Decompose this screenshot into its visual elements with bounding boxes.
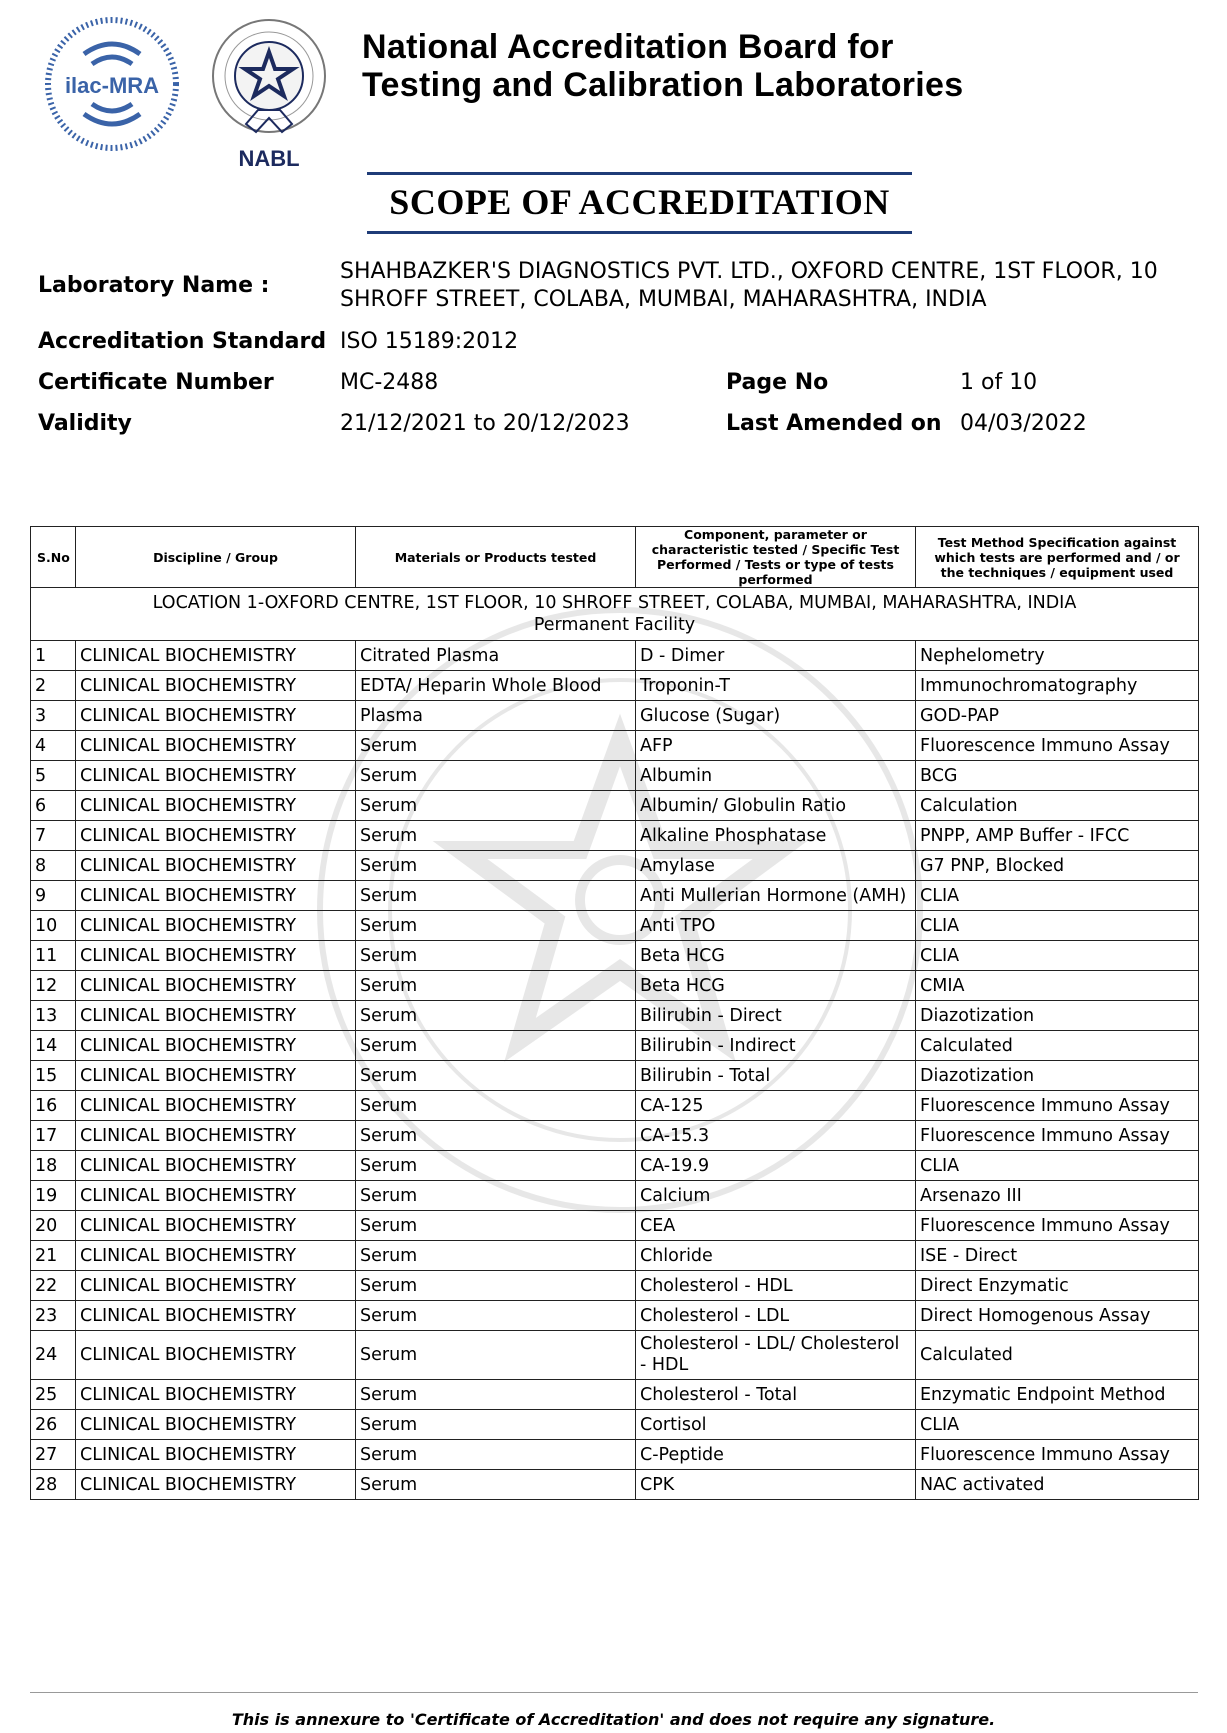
cell-sno: 3 [31, 701, 76, 731]
table-row [31, 1440, 1199, 1470]
col-header-sno: S.No [31, 527, 76, 588]
document-title: SCOPE OF ACCREDITATION [367, 172, 912, 234]
cell-sno: 21 [31, 1241, 76, 1271]
cell-material: Serum [356, 1181, 636, 1211]
cell-component: Beta HCG [636, 971, 916, 1001]
cell-method: CLIA [916, 941, 1199, 971]
cell-component: Bilirubin - Total [636, 1061, 916, 1091]
cell-material: Serum [356, 1031, 636, 1061]
cell-method: CMIA [916, 971, 1199, 1001]
cell-component: Anti Mullerian Hormone (AMH) [636, 881, 916, 911]
cell-sno: 20 [31, 1211, 76, 1241]
cell-component: Troponin-T [636, 671, 916, 701]
cell-sno: 13 [31, 1001, 76, 1031]
table-row [31, 731, 1199, 761]
cell-discipline: CLINICAL BIOCHEMISTRY [76, 971, 356, 1001]
cell-material: Serum [356, 1151, 636, 1181]
cell-method: Calculated [916, 1331, 1199, 1380]
table-row [31, 1061, 1199, 1091]
table-row [31, 911, 1199, 941]
cell-component: Cholesterol - Total [636, 1380, 916, 1410]
cell-method: Diazotization [916, 1001, 1199, 1031]
table-row [31, 1211, 1199, 1241]
cell-material: Serum [356, 821, 636, 851]
cell-sno: 7 [31, 821, 76, 851]
cell-discipline: CLINICAL BIOCHEMISTRY [76, 1151, 356, 1181]
cell-material: Serum [356, 881, 636, 911]
cell-sno: 10 [31, 911, 76, 941]
cell-method: Direct Homogenous Assay [916, 1301, 1199, 1331]
table-row [31, 1301, 1199, 1331]
cell-discipline: CLINICAL BIOCHEMISTRY [76, 791, 356, 821]
footer-divider [30, 1692, 1198, 1693]
cell-method: Calculated [916, 1031, 1199, 1061]
cell-component: CEA [636, 1211, 916, 1241]
cell-material: Serum [356, 851, 636, 881]
cell-material: Serum [356, 1001, 636, 1031]
cell-discipline: CLINICAL BIOCHEMISTRY [76, 641, 356, 671]
table-row [31, 1151, 1199, 1181]
cell-sno: 1 [31, 641, 76, 671]
cell-component: AFP [636, 731, 916, 761]
table-row [31, 1001, 1199, 1031]
cell-sno: 11 [31, 941, 76, 971]
cell-method: BCG [916, 761, 1199, 791]
location-row [31, 588, 1199, 641]
cell-material: Serum [356, 791, 636, 821]
table-row [31, 971, 1199, 1001]
table-row [31, 641, 1199, 671]
lab-name-line1: SHAHBAZKER'S DIAGNOSTICS PVT. LTD., OXFORD CENTRE, 1ST FLOOR, 10 [340, 259, 1158, 284]
cell-method: Fluorescence Immuno Assay [916, 731, 1199, 761]
cell-method: Immunochromatography [916, 671, 1199, 701]
cell-discipline: CLINICAL BIOCHEMISTRY [76, 821, 356, 851]
table-row [31, 941, 1199, 971]
cell-material: Serum [356, 911, 636, 941]
cell-component: CPK [636, 1470, 916, 1500]
cell-material: Serum [356, 1440, 636, 1470]
standard-value: ISO 15189:2012 [340, 329, 519, 354]
cell-method: NAC activated [916, 1470, 1199, 1500]
cell-method: Direct Enzymatic [916, 1271, 1199, 1301]
cell-sno: 17 [31, 1121, 76, 1151]
cell-material: Serum [356, 1121, 636, 1151]
cell-component: Bilirubin - Indirect [636, 1031, 916, 1061]
cell-discipline: CLINICAL BIOCHEMISTRY [76, 881, 356, 911]
amended-label: Last Amended on [726, 411, 942, 436]
org-name-line1: National Accreditation Board for [362, 28, 894, 66]
location-line1: LOCATION 1-OXFORD CENTRE, 1ST FLOOR, 10 SHROFF STREET, COLABA, MUMBAI, MAHARASHTRA, INDIA [152, 593, 1077, 613]
table-header-row [31, 527, 1199, 588]
cell-discipline: CLINICAL BIOCHEMISTRY [76, 671, 356, 701]
table-row [31, 1031, 1199, 1061]
lab-name-label: Laboratory Name : [38, 273, 270, 298]
amended-value: 04/03/2022 [960, 411, 1087, 436]
validity-label: Validity [38, 411, 132, 436]
cell-discipline: CLINICAL BIOCHEMISTRY [76, 761, 356, 791]
standard-label: Accreditation Standard [38, 329, 327, 354]
table-row [31, 701, 1199, 731]
cell-sno: 9 [31, 881, 76, 911]
cell-material: Serum [356, 1271, 636, 1301]
cell-discipline: CLINICAL BIOCHEMISTRY [76, 1001, 356, 1031]
cell-component: CA-125 [636, 1091, 916, 1121]
cell-discipline: CLINICAL BIOCHEMISTRY [76, 1211, 356, 1241]
cell-sno: 18 [31, 1151, 76, 1181]
nabl-logo [206, 14, 332, 174]
cell-component: C-Peptide [636, 1440, 916, 1470]
cell-method: Enzymatic Endpoint Method [916, 1380, 1199, 1410]
ilac-mra-logo [44, 14, 180, 154]
organization-name [362, 28, 963, 104]
table-row [31, 851, 1199, 881]
cell-sno: 27 [31, 1440, 76, 1470]
location-line2: Permanent Facility [533, 615, 696, 635]
cell-sno: 16 [31, 1091, 76, 1121]
cell-sno: 6 [31, 791, 76, 821]
cell-discipline: CLINICAL BIOCHEMISTRY [76, 1181, 356, 1211]
cell-sno: 22 [31, 1271, 76, 1301]
cell-method: Fluorescence Immuno Assay [916, 1091, 1199, 1121]
cell-sno: 25 [31, 1380, 76, 1410]
cell-material: Serum [356, 1241, 636, 1271]
cell-material: Serum [356, 1331, 636, 1380]
cell-material: Serum [356, 1061, 636, 1091]
footer-note: This is annexure to 'Certificate of Accreditation' and does not require any signature. [231, 1710, 996, 1729]
cell-discipline: CLINICAL BIOCHEMISTRY [76, 941, 356, 971]
cell-component: Cholesterol - LDL/ Cholesterol - HDL [636, 1331, 916, 1380]
cell-material: Serum [356, 1410, 636, 1440]
table-row [31, 1181, 1199, 1211]
cell-sno: 5 [31, 761, 76, 791]
cell-component: Anti TPO [636, 911, 916, 941]
cell-component: Chloride [636, 1241, 916, 1271]
table-row [31, 671, 1199, 701]
cell-component: Cortisol [636, 1410, 916, 1440]
cell-component: Bilirubin - Direct [636, 1001, 916, 1031]
cell-sno: 28 [31, 1470, 76, 1500]
lab-name-line2: SHROFF STREET, COLABA, MUMBAI, MAHARASHTRA, INDIA [340, 287, 987, 312]
table-row [31, 761, 1199, 791]
cell-sno: 8 [31, 851, 76, 881]
cell-component: Cholesterol - LDL [636, 1301, 916, 1331]
page-value: 1 of 10 [960, 370, 1038, 395]
table-row [31, 881, 1199, 911]
cell-discipline: CLINICAL BIOCHEMISTRY [76, 731, 356, 761]
table-row [31, 1271, 1199, 1301]
table-row [31, 1091, 1199, 1121]
cell-material: Serum [356, 1091, 636, 1121]
cell-material: Serum [356, 1380, 636, 1410]
table-row [31, 821, 1199, 851]
cell-method: Calculation [916, 791, 1199, 821]
col-header-discipline: Discipline / Group [76, 527, 356, 588]
cell-method: Diazotization [916, 1061, 1199, 1091]
cell-method: G7 PNP, Blocked [916, 851, 1199, 881]
certificate-label: Certificate Number [38, 370, 274, 395]
cell-method: Arsenazo III [916, 1181, 1199, 1211]
cell-sno: 15 [31, 1061, 76, 1091]
cell-component: Albumin [636, 761, 916, 791]
cell-component: Alkaline Phosphatase [636, 821, 916, 851]
cell-material: EDTA/ Heparin Whole Blood [356, 671, 636, 701]
cell-component: Amylase [636, 851, 916, 881]
cell-material: Serum [356, 1301, 636, 1331]
cell-discipline: CLINICAL BIOCHEMISTRY [76, 851, 356, 881]
certificate-value: MC-2488 [340, 370, 439, 395]
nabl-logo-text: NABL [238, 146, 300, 171]
cell-method: CLIA [916, 911, 1199, 941]
col-header-component: Component, parameter or characteristic tested / Specific Test Performed / Tests or type of tests performed [636, 527, 916, 588]
validity-value: 21/12/2021 to 20/12/2023 [340, 411, 630, 436]
cell-method: CLIA [916, 1151, 1199, 1181]
scope-table [30, 526, 1199, 1500]
cell-discipline: CLINICAL BIOCHEMISTRY [76, 701, 356, 731]
cell-component: Glucose (Sugar) [636, 701, 916, 731]
table-row [31, 1121, 1199, 1151]
cell-discipline: CLINICAL BIOCHEMISTRY [76, 1331, 356, 1380]
table-row [31, 791, 1199, 821]
cell-sno: 4 [31, 731, 76, 761]
cell-component: CA-19.9 [636, 1151, 916, 1181]
table-row [31, 1410, 1199, 1440]
cell-method: CLIA [916, 1410, 1199, 1440]
cell-discipline: CLINICAL BIOCHEMISTRY [76, 1271, 356, 1301]
cell-sno: 23 [31, 1301, 76, 1331]
cell-component: Cholesterol - HDL [636, 1271, 916, 1301]
cell-sno: 2 [31, 671, 76, 701]
cell-discipline: CLINICAL BIOCHEMISTRY [76, 1410, 356, 1440]
cell-material: Serum [356, 1470, 636, 1500]
cell-discipline: CLINICAL BIOCHEMISTRY [76, 1031, 356, 1061]
cell-material: Serum [356, 761, 636, 791]
cell-discipline: CLINICAL BIOCHEMISTRY [76, 1121, 356, 1151]
cell-sno: 24 [31, 1331, 76, 1380]
cell-discipline: CLINICAL BIOCHEMISTRY [76, 1440, 356, 1470]
cell-discipline: CLINICAL BIOCHEMISTRY [76, 1301, 356, 1331]
cell-component: D - Dimer [636, 641, 916, 671]
cell-material: Serum [356, 731, 636, 761]
table-row [31, 1470, 1199, 1500]
cell-method: CLIA [916, 881, 1199, 911]
cell-material: Serum [356, 1211, 636, 1241]
cell-material: Citrated Plasma [356, 641, 636, 671]
cell-discipline: CLINICAL BIOCHEMISTRY [76, 1241, 356, 1271]
cell-component: Albumin/ Globulin Ratio [636, 791, 916, 821]
table-row [31, 1241, 1199, 1271]
cell-discipline: CLINICAL BIOCHEMISTRY [76, 1061, 356, 1091]
cell-sno: 14 [31, 1031, 76, 1061]
cell-method: GOD-PAP [916, 701, 1199, 731]
table-row [31, 1331, 1199, 1380]
ilac-logo-text: ilac-MRA [64, 73, 160, 98]
cell-component: CA-15.3 [636, 1121, 916, 1151]
cell-method: PNPP, AMP Buffer - IFCC [916, 821, 1199, 851]
col-header-method: Test Method Specification against which tests are performed and / or the techniques / equipment used [916, 527, 1199, 588]
cell-discipline: CLINICAL BIOCHEMISTRY [76, 911, 356, 941]
cell-sno: 19 [31, 1181, 76, 1211]
cell-method: Fluorescence Immuno Assay [916, 1440, 1199, 1470]
table-row [31, 1380, 1199, 1410]
cell-material: Serum [356, 971, 636, 1001]
cell-material: Plasma [356, 701, 636, 731]
cell-component: Beta HCG [636, 941, 916, 971]
cell-discipline: CLINICAL BIOCHEMISTRY [76, 1470, 356, 1500]
org-name-line2: Testing and Calibration Laboratories [362, 66, 964, 104]
cell-method: Fluorescence Immuno Assay [916, 1121, 1199, 1151]
cell-component: Calcium [636, 1181, 916, 1211]
cell-discipline: CLINICAL BIOCHEMISTRY [76, 1091, 356, 1121]
cell-discipline: CLINICAL BIOCHEMISTRY [76, 1380, 356, 1410]
cell-sno: 26 [31, 1410, 76, 1440]
cell-method: Nephelometry [916, 641, 1199, 671]
cell-method: Fluorescence Immuno Assay [916, 1211, 1199, 1241]
col-header-materials: Materials or Products tested [356, 527, 636, 588]
cell-material: Serum [356, 941, 636, 971]
location-cell [31, 588, 1199, 641]
page-label: Page No [726, 370, 829, 395]
cell-sno: 12 [31, 971, 76, 1001]
cell-method: ISE - Direct [916, 1241, 1199, 1271]
